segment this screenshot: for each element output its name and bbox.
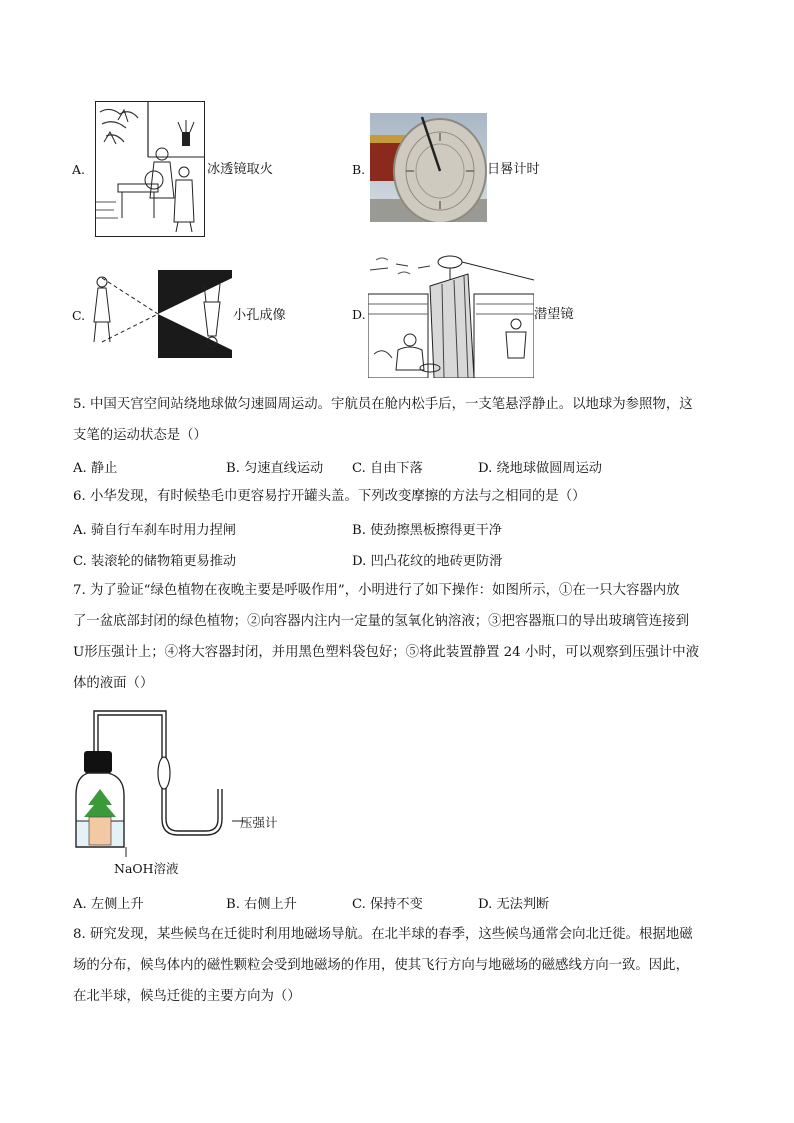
option-caption: 小孔成像 — [233, 308, 286, 323]
q7-line: 体的液面（） — [73, 676, 154, 691]
pinhole-image — [84, 268, 234, 360]
q5-option-c: C. 自由下落 — [352, 461, 423, 476]
q7-line: U形压强计上；④将大容器封闭，并用黑色塑料袋包好；⑤将此装置静置 24 小时，可以观察到压强计中液 — [73, 645, 700, 660]
option-letter: B. — [352, 162, 366, 177]
option-letter: C. — [72, 308, 86, 323]
option-caption: 潜望镜 — [534, 307, 574, 322]
option-caption: 日晷计时 — [487, 162, 540, 177]
q7-option-d: D. 无法判断 — [478, 897, 550, 912]
option-letter: A. — [72, 162, 86, 177]
q8-line: 8. 研究发现，某些候鸟在迁徙时利用地磁场导航。在北半球的春季，这些候鸟通常会向北迁徙。根据地磁 — [73, 927, 693, 942]
q7-stem — [73, 575, 723, 699]
option-letter: D. — [352, 307, 366, 322]
q8-line: 在北半球，候鸟迁徙的主要方向为（） — [73, 989, 301, 1004]
periscope-image — [368, 254, 534, 378]
ice-lens-image — [95, 101, 205, 237]
q6-stem — [73, 481, 723, 512]
q5-option-d: D. 绕地球做圆周运动 — [478, 461, 602, 476]
q7-option-a: A. 左侧上升 — [73, 897, 144, 912]
q5-line: 5. 中国天宫空间站绕地球做匀速圆周运动。宇航员在舱内松手后，一支笔悬浮静止。以地球为参照物，这 — [73, 397, 693, 412]
naoh-solution-label: NaOH溶液 — [114, 861, 179, 876]
q6-option-c: C. 装滚轮的储物箱更易推动 — [73, 554, 237, 569]
q7-line: 了一盆底部封闭的绿色植物；②向容器内注内一定量的氢氧化钠溶液；③把容器瓶口的导出玻璃管连接到 — [73, 614, 689, 629]
q6-option-a: A. 骑自行车刹车时用力捏闸 — [73, 523, 236, 538]
q7-apparatus-figure — [72, 707, 302, 882]
q6-option-b: B. 使劲擦黑板擦得更干净 — [352, 523, 502, 538]
q8-line: 场的分布，候鸟体内的磁性颗粒会受到地磁场的作用，使其飞行方向与地磁场的磁感线方向一致。因此， — [73, 958, 689, 973]
q6-line: 6. 小华发现，有时候垫毛巾更容易拧开罐头盖。下列改变摩擦的方法与之相同的是（） — [73, 489, 586, 504]
pressure-gauge-label: 压强计 — [240, 815, 278, 830]
sundial-image — [370, 113, 487, 222]
q6-option-d: D. 凹凸花纹的地砖更防滑 — [352, 554, 503, 569]
q5-option-a: A. 静止 — [73, 461, 118, 476]
q5-line: 支笔的运动状态是（） — [73, 428, 207, 443]
option-caption: 冰透镜取火 — [207, 162, 273, 177]
q5-option-b: B. 匀速直线运动 — [226, 461, 324, 476]
q8-stem — [73, 919, 723, 1012]
q7-option-c: C. 保持不变 — [352, 897, 423, 912]
q7-option-b: B. 右侧上升 — [226, 897, 297, 912]
q7-line: 7. 为了验证“绿色植物在夜晚主要是呼吸作用”，小明进行了如下操作：如图所示，①在一只大容器内放 — [73, 583, 680, 598]
q5-stem — [73, 389, 723, 451]
